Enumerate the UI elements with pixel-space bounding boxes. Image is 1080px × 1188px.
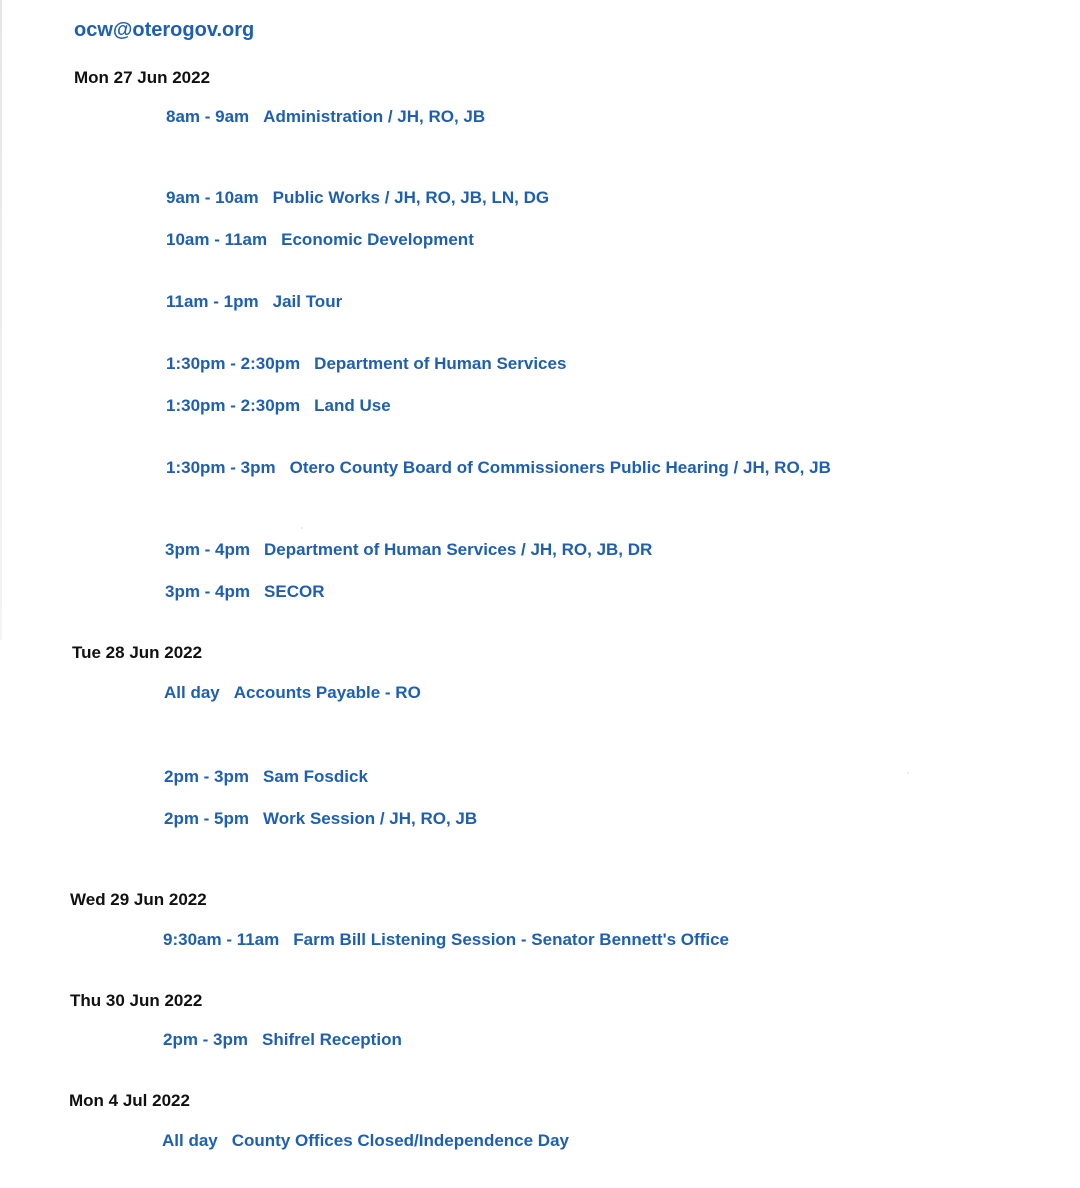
calendar-event — [163, 1030, 402, 1050]
scan-edge — [0, 0, 2, 640]
event-time: 3pm - 4pm — [165, 582, 251, 601]
event-title: Land Use — [314, 396, 391, 415]
event-title: Administration / JH, RO, JB — [263, 107, 486, 126]
calendar-event — [166, 458, 831, 478]
calendar-event — [164, 683, 421, 703]
event-time: 2pm - 3pm — [163, 1030, 249, 1049]
calendar-event — [166, 292, 342, 312]
event-time: 10am - 11am — [166, 230, 268, 249]
event-time: 9am - 10am — [166, 188, 259, 207]
calendar-event — [166, 396, 391, 416]
calendar-event — [166, 188, 549, 208]
day-heading: Mon 4 Jul 2022 — [69, 1091, 190, 1110]
event-title: Economic Development — [281, 230, 474, 249]
event-time: 11am - 1pm — [166, 292, 259, 311]
event-title: SECOR — [264, 582, 325, 601]
calendar-event — [163, 930, 729, 950]
event-time: 9:30am - 11am — [163, 930, 280, 949]
event-title: Otero County Board of Commissioners Public Hearing / JH, RO, JB — [289, 458, 831, 477]
calendar-event — [165, 582, 325, 602]
calendar-event — [166, 354, 566, 374]
event-title: Farm Bill Listening Session - Senator Bennett's Office — [293, 930, 729, 949]
calendar-event — [166, 230, 474, 250]
calendar-event — [165, 540, 652, 560]
event-time: 1:30pm - 2:30pm — [166, 396, 301, 415]
day-heading: Thu 30 Jun 2022 — [70, 991, 203, 1010]
contact-email: ocw@oterogov.org — [74, 19, 255, 41]
day-heading: Wed 29 Jun 2022 — [70, 890, 207, 909]
event-title: County Offices Closed/Independence Day — [231, 1131, 569, 1150]
event-time: All day — [164, 683, 220, 702]
event-title: Sam Fosdick — [263, 767, 368, 786]
calendar-event — [162, 1131, 569, 1151]
event-title: Department of Human Services / JH, RO, JB, DR — [264, 540, 653, 559]
event-time: 8am - 9am — [166, 107, 250, 126]
event-time: 2pm - 5pm — [164, 809, 250, 828]
event-title: Department of Human Services — [314, 354, 567, 373]
scan-speck — [907, 772, 909, 774]
event-time: 3pm - 4pm — [165, 540, 251, 559]
day-heading: Mon 27 Jun 2022 — [74, 68, 211, 87]
scan-speck — [301, 527, 303, 529]
calendar-event — [166, 107, 485, 127]
calendar-event — [164, 809, 477, 829]
calendar-event — [164, 767, 368, 787]
event-title: Jail Tour — [272, 292, 343, 311]
event-time: 2pm - 3pm — [164, 767, 250, 786]
event-title: Shifrel Reception — [262, 1030, 402, 1049]
event-time: All day — [162, 1131, 218, 1150]
event-title: Accounts Payable - RO — [233, 683, 421, 702]
event-title: Public Works / JH, RO, JB, LN, DG — [272, 188, 550, 207]
day-heading: Tue 28 Jun 2022 — [72, 643, 203, 662]
event-time: 1:30pm - 2:30pm — [166, 354, 301, 373]
event-title: Work Session / JH, RO, JB — [263, 809, 478, 828]
event-time: 1:30pm - 3pm — [166, 458, 276, 477]
